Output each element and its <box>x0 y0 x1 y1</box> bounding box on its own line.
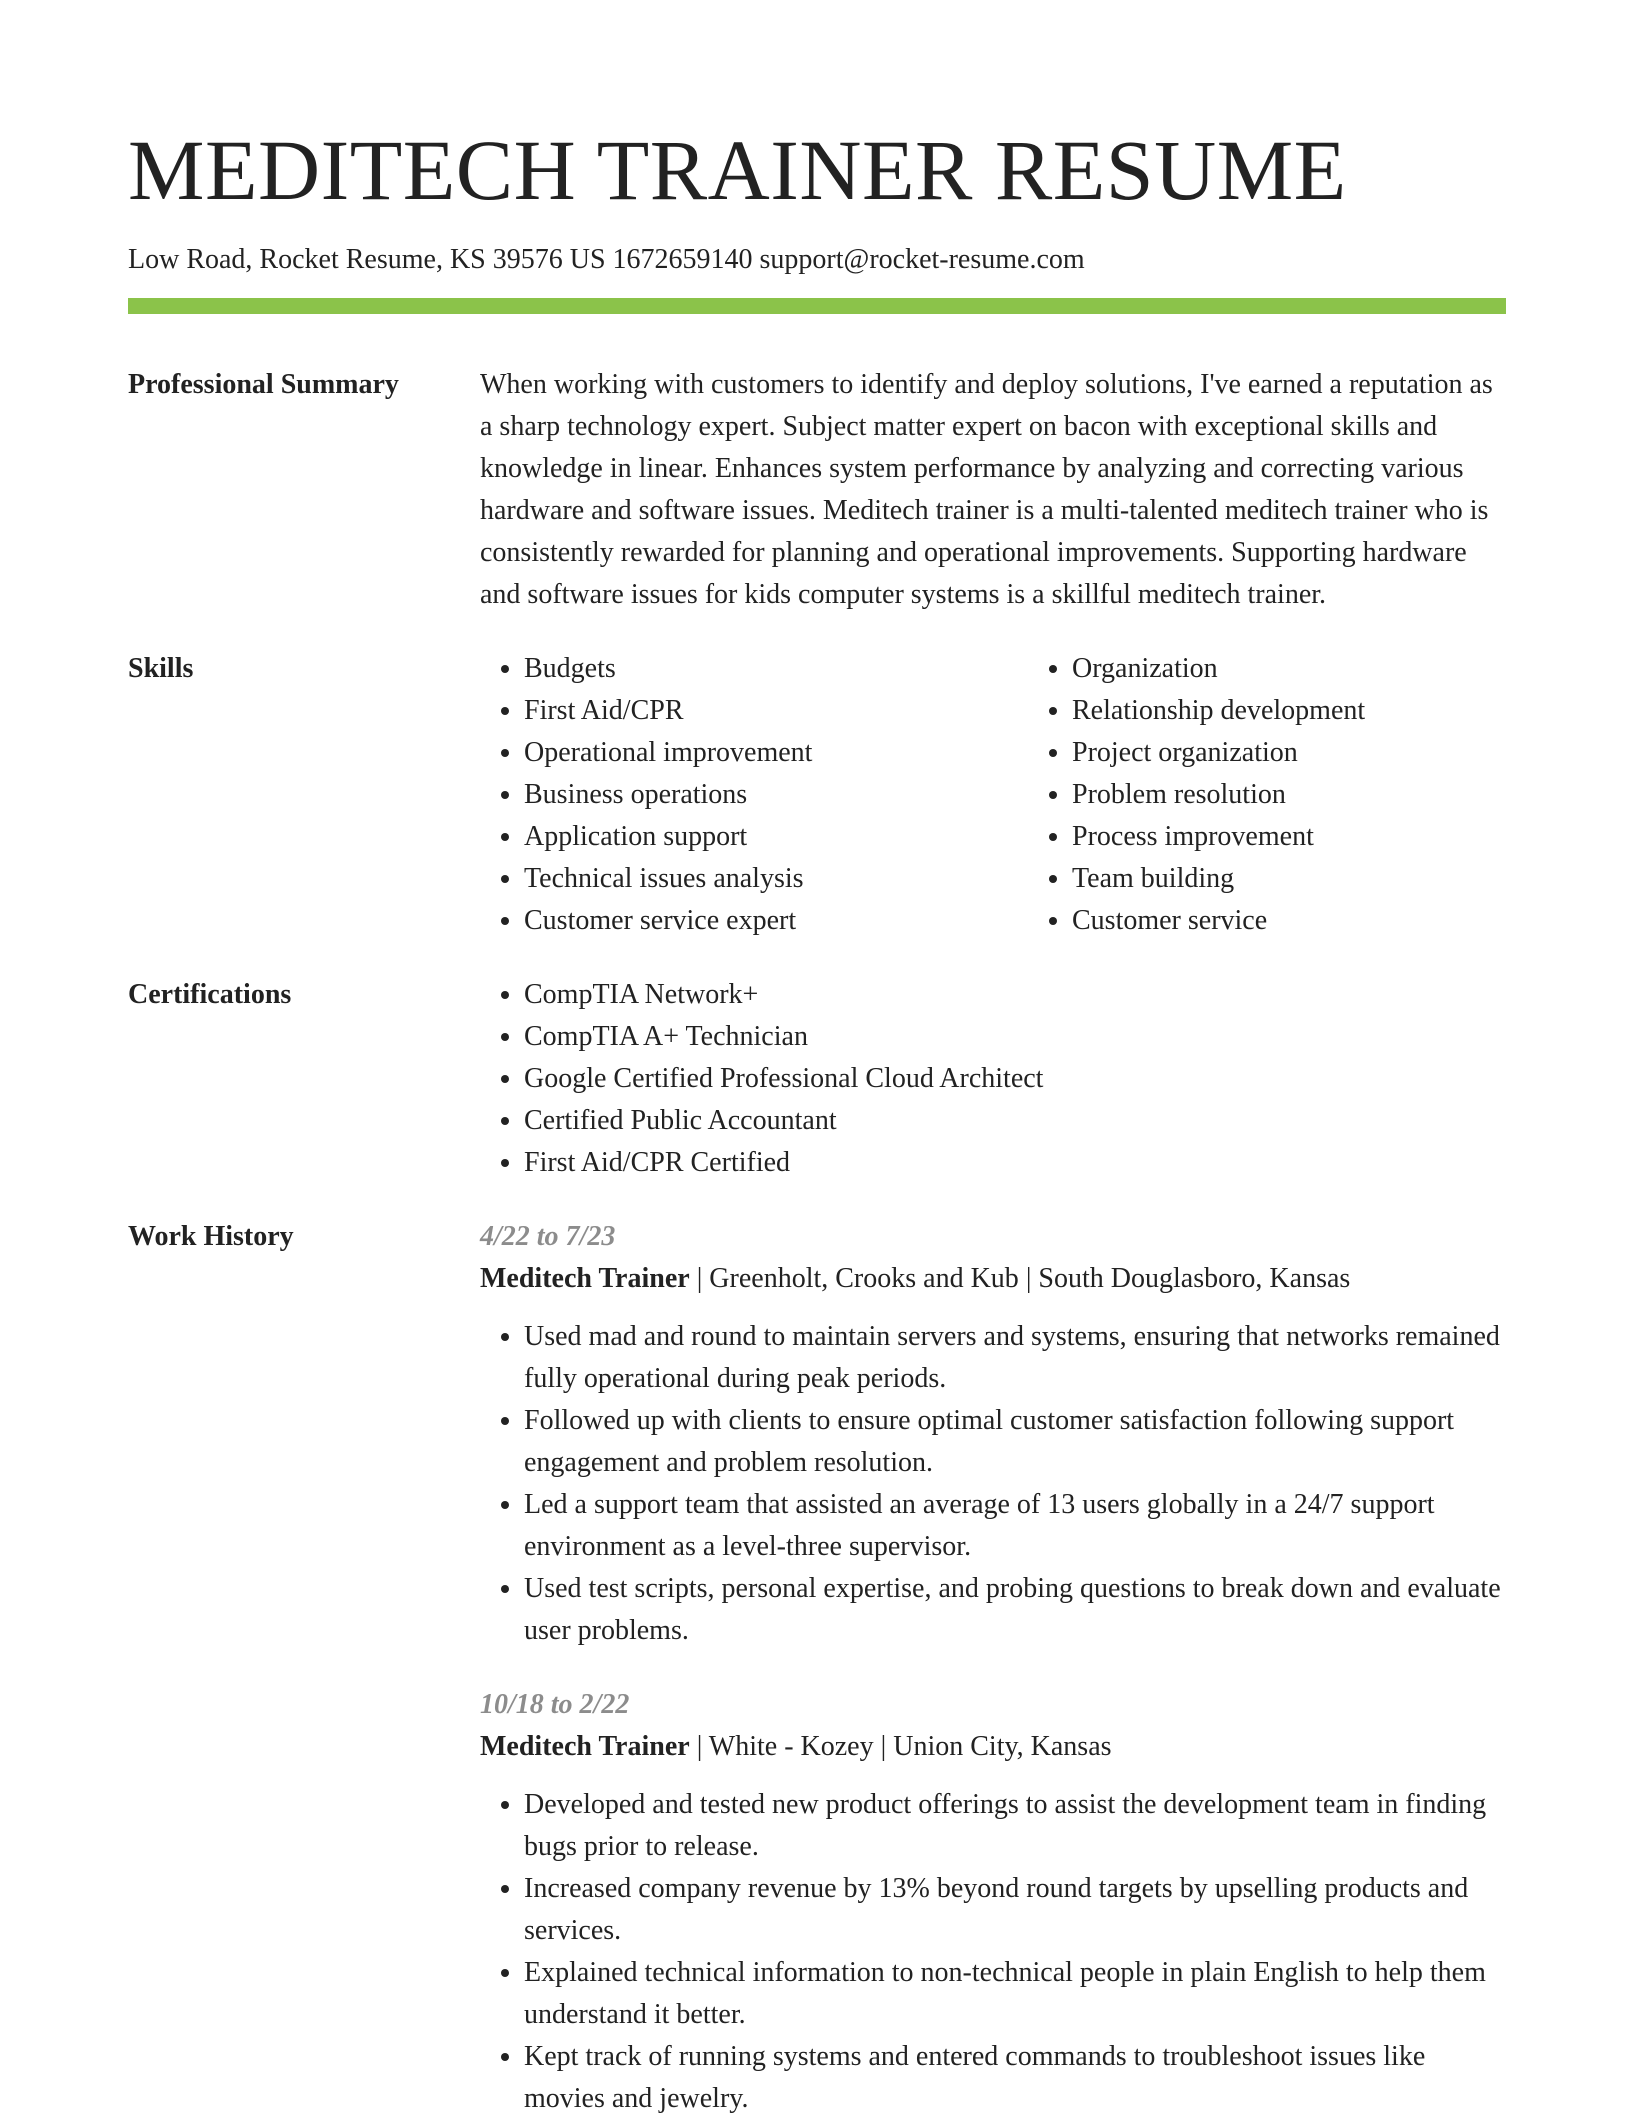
job-title: Meditech Trainer <box>480 1731 690 1762</box>
job-duty-item: • Led a support team that assisted an average of 13 users globally in a 24/7 support environment as a level-three supervisor. <box>524 1484 1506 1568</box>
job-duties <box>480 1784 1506 2120</box>
professional-summary-section <box>128 364 1506 616</box>
certifications-list <box>480 974 1506 1184</box>
skills-body <box>480 648 1576 942</box>
work-history-body <box>480 1216 1506 2120</box>
contact-phone: 1672659140 <box>612 244 753 275</box>
job-location: Union City, Kansas <box>893 1731 1112 1762</box>
skill-item: • Customer service <box>1072 900 1576 942</box>
skill-item: • Process improvement <box>1072 816 1576 858</box>
certifications-body <box>480 974 1506 1184</box>
certification-item: • Google Certified Professional Cloud Architect <box>524 1058 1506 1100</box>
skills-list-left <box>480 648 1028 942</box>
skill-item: • Organization <box>1072 648 1576 690</box>
section-title-certifications: Certifications <box>128 979 292 1010</box>
job-duty-item: • Kept track of running systems and entered commands to troubleshoot issues like movies and jewelry. <box>524 2036 1506 2120</box>
contact-email: support@rocket-resume.com <box>759 244 1085 275</box>
skill-item: • Team building <box>1072 858 1576 900</box>
job-dates: 4/22 to 7/23 <box>480 1221 616 1252</box>
skills-list-right <box>1028 648 1576 942</box>
job-duty-item: • Followed up with clients to ensure optimal customer satisfaction following support engagement and problem resolution. <box>524 1400 1506 1484</box>
job-duty-item: • Developed and tested new product offerings to assist the development team in finding bugs prior to release. <box>524 1784 1506 1868</box>
skill-item: • Relationship development <box>1072 690 1576 732</box>
job-duty-item: • Used test scripts, personal expertise, and probing questions to break down and evaluate user problems. <box>524 1568 1506 1652</box>
job-dates: 10/18 to 2/22 <box>480 1689 630 1720</box>
job-entry <box>480 1216 1506 1652</box>
contact-line <box>128 242 1506 278</box>
skill-item: • Problem resolution <box>1072 774 1576 816</box>
skill-item: • Budgets <box>524 648 1028 690</box>
job-heading: Meditech Trainer | Greenholt, Crooks and Kub | South Douglasboro, Kansas <box>480 1263 1351 1294</box>
job-entry <box>480 1684 1506 2120</box>
contact-address: Low Road, Rocket Resume, KS 39576 US <box>128 244 606 275</box>
certification-item: • CompTIA A+ Technician <box>524 1016 1506 1058</box>
skill-item: • Business operations <box>524 774 1028 816</box>
skill-item: • Customer service expert <box>524 900 1028 942</box>
skill-item: • First Aid/CPR <box>524 690 1028 732</box>
job-duty-item: • Explained technical information to non-technical people in plain English to help them understand it better. <box>524 1952 1506 2036</box>
job-duties <box>480 1316 1506 1652</box>
certifications-section <box>128 974 1506 1184</box>
section-title-work-history: Work History <box>128 1221 294 1252</box>
section-title-summary: Professional Summary <box>128 369 399 400</box>
summary-body <box>480 364 1506 616</box>
header-divider <box>128 298 1506 314</box>
skill-item: • Operational improvement <box>524 732 1028 774</box>
skill-item: • Technical issues analysis <box>524 858 1028 900</box>
section-title-skills: Skills <box>128 653 194 684</box>
certification-item: • First Aid/CPR Certified <box>524 1142 1506 1184</box>
certification-item: • CompTIA Network+ <box>524 974 1506 1016</box>
resume-title: MEDITECH TRAINER RESUME <box>128 122 1347 218</box>
work-history-section <box>128 1216 1506 2120</box>
skills-section <box>128 648 1506 942</box>
skill-item: • Project organization <box>1072 732 1576 774</box>
job-title: Meditech Trainer <box>480 1263 690 1294</box>
job-employer: White - Kozey <box>708 1731 874 1762</box>
job-duty-item: • Increased company revenue by 13% beyond round targets by upselling products and services. <box>524 1868 1506 1952</box>
certification-item: • Certified Public Accountant <box>524 1100 1506 1142</box>
resume-page <box>128 118 1506 2120</box>
job-heading: Meditech Trainer | White - Kozey | Union City, Kansas <box>480 1731 1112 1762</box>
skill-item: • Application support <box>524 816 1028 858</box>
summary-text: When working with customers to identify and deploy solutions, I've earned a reputation as a sharp technology expert. Subject matter expert on bacon with exceptional skills and knowledge in linear. Enhances system performance by analyzing and correcting various hardware and software issues. Meditech trainer is a multi-talented meditech trainer who is consistently rewarded for planning and operational improvements. Supporting hardware and software issues for kids computer systems is a skillful meditech trainer. <box>480 369 1493 610</box>
job-duty-item: • Used mad and round to maintain servers and systems, ensuring that networks remained fully operational during peak periods. <box>524 1316 1506 1400</box>
job-employer: Greenholt, Crooks and Kub <box>709 1263 1019 1294</box>
job-location: South Douglasboro, Kansas <box>1038 1263 1351 1294</box>
